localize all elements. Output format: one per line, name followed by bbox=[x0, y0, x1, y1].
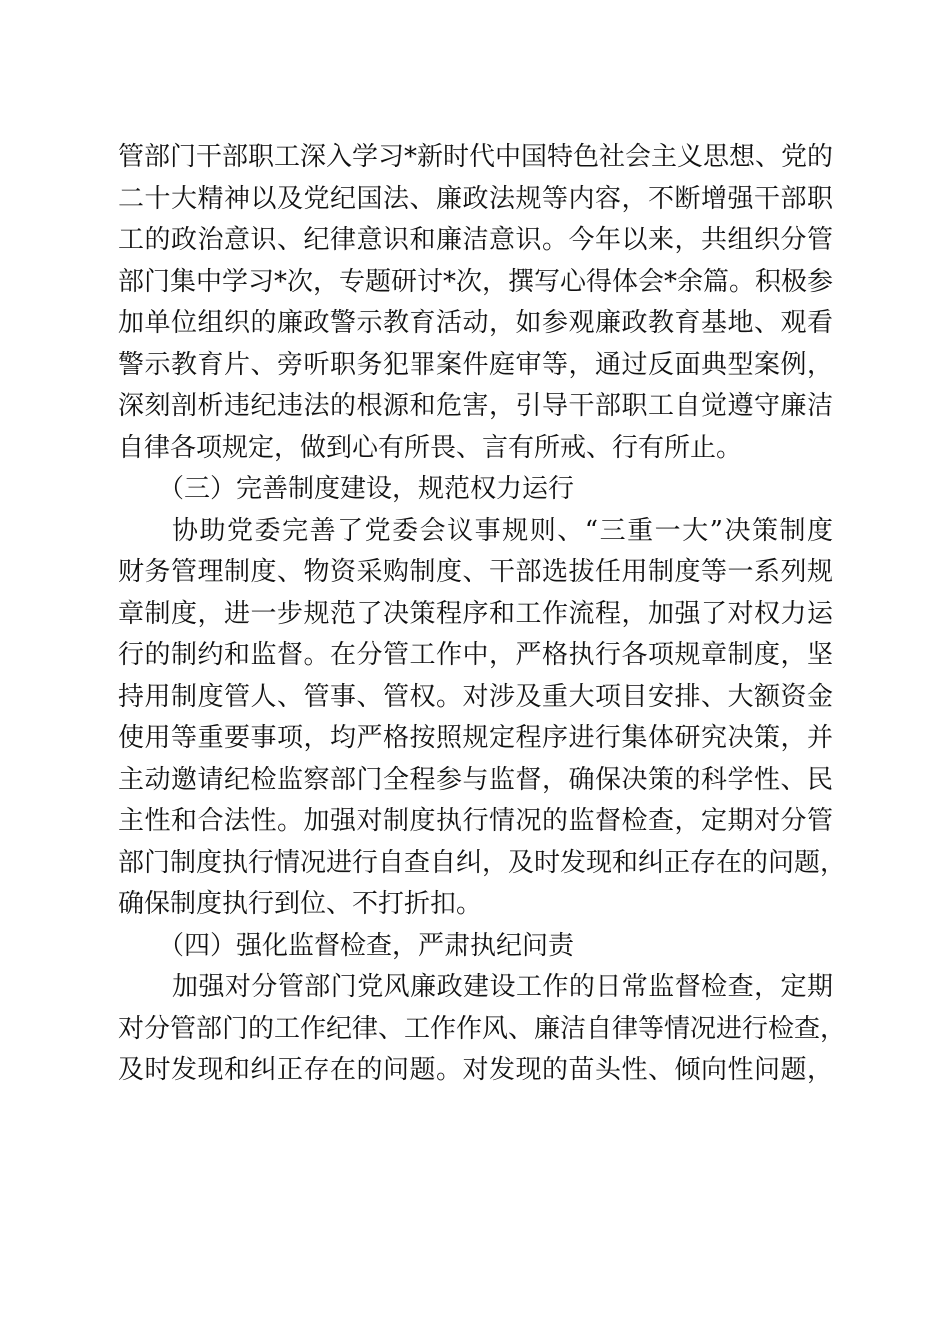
section-heading-3: （三）完善制度建设，规范权力运行 bbox=[158, 474, 575, 504]
paragraph-supervision bbox=[118, 967, 847, 1092]
text-line: 二十大精神以及党纪国法、廉政法规等内容，不断增强干部职 bbox=[118, 183, 833, 214]
text-line: 加单位组织的廉政警示教育活动，如参观廉政教育基地、观看 bbox=[118, 308, 833, 338]
text-line: 财务管理制度、物资采购制度、干部选拔任用制度等一系列规 bbox=[118, 557, 833, 587]
text-line: 章制度，进一步规范了决策程序和工作流程，加强了对权力运 bbox=[118, 598, 833, 629]
paragraph-system-building bbox=[118, 511, 847, 926]
text-line: 及时发现和纠正存在的问题。对发现的苗头性、倾向性问题， bbox=[118, 1055, 833, 1085]
text-line: 对分管部门的工作纪律、工作作风、廉洁自律等情况进行检查， bbox=[118, 1013, 847, 1044]
text-line: 使用等重要事项，均严格按照规定程序进行集体研究决策，并 bbox=[118, 723, 833, 753]
text-line: 加强对分管部门党风廉政建设工作的日常监督检查，定期 bbox=[172, 972, 833, 1002]
document-page bbox=[118, 137, 847, 1092]
text-line: 警示教育片、旁听职务犯罪案件庭审等，通过反面典型案例， bbox=[118, 349, 833, 380]
text-line: 持用制度管人、管事、管权。对涉及重大项目安排、大额资金 bbox=[118, 681, 833, 712]
text-line: 管部门干部职工深入学习*新时代中国特色社会主义思想、党的 bbox=[118, 142, 834, 172]
section-heading-4: （四）强化监督检查，严肃执纪问责 bbox=[158, 930, 575, 961]
text-line: 部门集中学习*次，专题研讨*次，撰写心得体会*余篇。积极参 bbox=[118, 266, 834, 297]
text-line: 确保制度执行到位、不打折扣。 bbox=[118, 889, 483, 919]
paragraph-education bbox=[118, 137, 833, 469]
text-line: 部门制度执行情况进行自查自纠，及时发现和纠正存在的问题， bbox=[118, 847, 847, 878]
text-line: 协助党委完善了党委会议事规则、“三重一大”决策制度 bbox=[172, 515, 833, 546]
text-line: 深刻剖析违纪违法的根源和危害，引导干部职工自觉遵守廉洁 bbox=[118, 391, 833, 421]
text-line: 行的制约和监督。在分管工作中，严格执行各项规章制度，坚 bbox=[118, 640, 833, 670]
text-line: 工的政治意识、纪律意识和廉洁意识。今年以来，共组织分管 bbox=[118, 225, 833, 255]
text-line: 主性和合法性。加强对制度执行情况的监督检查，定期对分管 bbox=[118, 806, 833, 836]
text-line: 自律各项规定，做到心有所畏、言有所戒、行有所止。 bbox=[118, 432, 743, 463]
text-line: 主动邀请纪检监察部门全程参与监督，确保决策的科学性、民 bbox=[118, 764, 833, 795]
